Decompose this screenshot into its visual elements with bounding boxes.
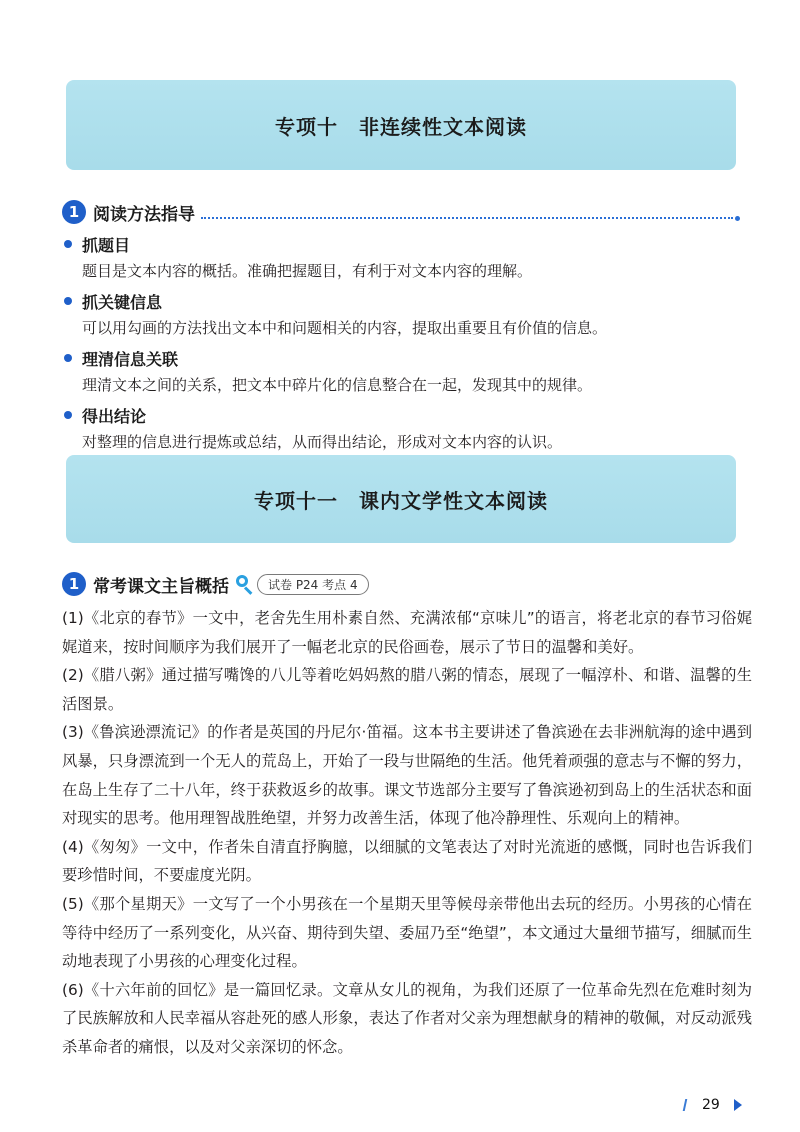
item-title: 抓关键信息 — [82, 292, 163, 312]
item-description: 理清文本之间的关系，把文本中碎片化的信息整合在一起，发现其中的规律。 — [82, 376, 593, 394]
topic-11-banner — [66, 455, 736, 543]
item-description: 可以用勾画的方法找出文本中和问题相关的内容，提取出重要且有价值的信息。 — [82, 319, 608, 337]
section-title: 常考课文主旨概括 — [93, 576, 229, 597]
topic-10-title: 专项十 非连续性文本阅读 — [275, 114, 527, 139]
topic-11-title: 专项十一 课内文学性文本阅读 — [254, 488, 548, 513]
list-item: (1)《北京的春节》一文中，老舍先生用朴素自然、充满浓郁“京味儿”的语言，将老北京的春节习俗娓娓道来，按时间顺序为我们展开了一幅老北京的民俗画卷，展示了节日的温馨和美好。 — [62, 609, 752, 656]
page-number: 29 — [702, 1097, 720, 1113]
list-item: (4)《匆匆》一文中，作者朱自清直抒胸臆，以细腻的文笔表达了对时光流逝的感慨，同时也告诉我们要珍惜时间，不要虚度光阴。 — [62, 837, 752, 885]
item-title: 得出结论 — [82, 406, 147, 426]
list-item — [62, 403, 752, 460]
item-title: 理清信息关联 — [82, 349, 179, 369]
bullet-icon — [64, 297, 72, 305]
list-item: (5)《那个星期天》一文写了一个小男孩在一个星期天里等候母亲带他出去玩的经历。小男孩的心情在等待中经历了一系列变化，从兴奋、期待到失望、委屈乃至“绝望”，本文通过大量细节描写，细腻而生动地表现了小男孩的心理变化过程。 — [62, 894, 752, 971]
bullet-icon — [64, 354, 72, 362]
list-item — [62, 232, 752, 289]
list-item: (3)《鲁滨逊漂流记》的作者是英国的丹尼尔·笛福。这本书主要讲述了鲁滨逊在去非洲航海的途中遇到风暴，只身漂流到一个无人的荒岛上，开始了一段与世隔绝的生活。他凭着顽强的意志与不懈的努力，在岛上生存了二十八年，终于获救返乡的故事。课文节选部分主要写了鲁滨逊初到岛上的生活状态和面对现实的思考。他用理智战胜绝望，并努力改善生活，体现了他冷静理性、乐观向上的精神。 — [62, 723, 752, 828]
page-footer — [684, 1097, 742, 1113]
item-description: 题目是文本内容的概括。准确把握题目，有利于对文本内容的理解。 — [82, 262, 533, 280]
divider-end-dot — [735, 216, 740, 221]
topic-10-banner — [66, 80, 736, 170]
next-arrow-icon — [734, 1099, 742, 1111]
exam-reference-tag — [235, 572, 369, 596]
footer-tick-icon — [683, 1099, 688, 1111]
reading-methods-list — [62, 232, 752, 460]
exam-reference-label: 试卷 P24 考点 4 — [257, 574, 369, 595]
dotted-divider — [201, 217, 733, 219]
section-title: 阅读方法指导 — [93, 204, 195, 225]
list-item: (2)《腊八粥》通过描写嘴馋的八儿等着吃妈妈熬的腊八粥的情态，展现了一幅淳朴、和谐、温馨的生活图景。 — [62, 666, 752, 713]
section-themes-header — [62, 570, 369, 598]
item-description: 对整理的信息进行提炼或总结，从而得出结论，形成对文本内容的认识。 — [82, 433, 563, 451]
list-item: (6)《十六年前的回忆》是一篇回忆录。文章从女儿的视角，为我们还原了一位革命先烈在危难时刻为了民族解放和人民幸福从容赴死的感人形象，表达了作者对父亲为理想献身的精神的敬佩，对反动派残杀革命者的痛恨，以及对父亲深切的怀念。 — [62, 980, 752, 1056]
section-number-badge: 1 — [62, 572, 86, 596]
section-number-badge: 1 — [62, 200, 86, 224]
item-title: 抓题目 — [82, 235, 131, 255]
bullet-icon — [64, 240, 72, 248]
section-reading-methods-header — [62, 198, 740, 226]
list-item — [62, 289, 752, 346]
magnifier-icon — [235, 574, 255, 594]
list-item — [62, 346, 752, 403]
bullet-icon — [64, 411, 72, 419]
lesson-theme-list — [62, 604, 752, 1062]
